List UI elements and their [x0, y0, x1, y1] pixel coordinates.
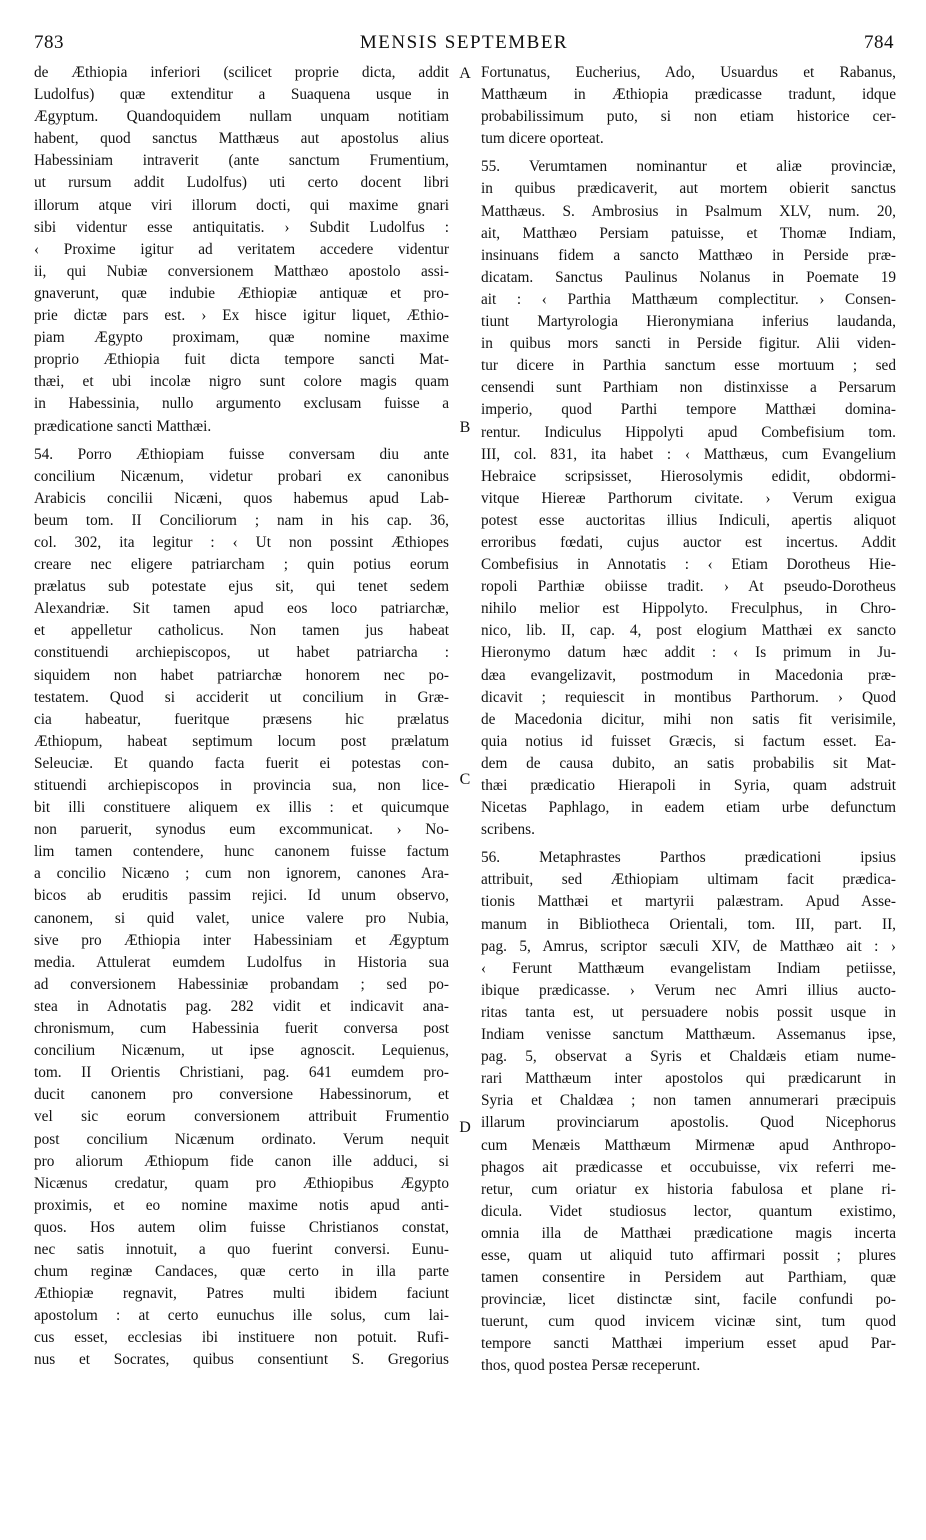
- text-line: censendi sunt Parthiam non distinxisse a Persarum: [481, 379, 896, 397]
- text-line: Nicænus credatur, quam pro Æthiopibus Ægypto: [34, 1174, 449, 1192]
- text-line: Seleuciæ. Et quando facta fuerit ei potestas con-: [34, 754, 449, 772]
- text-line: tuerunt, cum quod invicem vicinæ sint, tum quod: [481, 1313, 896, 1331]
- text-line: canonem, si quid valet, unice valere pro Nubia,: [34, 909, 449, 927]
- text-line: dicula. Videt studiosus lector, quantum existimo,: [481, 1202, 896, 1220]
- text-line: proprio Æthiopia fuit dicta tempore sancti Mat-: [34, 351, 449, 369]
- text-line: ibique prædicasse. › Verum nec Amri illius aucto-: [481, 981, 896, 999]
- text-line: creare nec eligere patriarcham ; quin potius eorum: [34, 556, 449, 574]
- text-line: dicatam. Sanctus Paulinus Nolanus in Poemate 19: [481, 268, 896, 286]
- text-line: dicavit ; requiescit in montibus Parthorum. › Quod: [481, 688, 896, 706]
- page-header: [34, 32, 894, 62]
- text-line: nec satis innotuit, a quo fuerint conversi. Eunu-: [34, 1240, 449, 1258]
- text-line: Habessiniam intraverit (ante sanctum Frumentium,: [34, 152, 449, 170]
- text-line: beum tom. II Conciliorum ; nam in his cap. 36,: [34, 511, 449, 529]
- text-line: cum Menæis Matthæum Mirmenæ apud Anthropo-: [481, 1136, 896, 1154]
- text-line: chum reginæ Candaces, quæ certo in illa parte: [34, 1263, 449, 1281]
- text-line: pag. 5, Amrus, scriptor sæculi XIV, de Matthæo ait : ›: [481, 937, 896, 955]
- text-line: Matthæus. S. Ambrosius in Psalmum XLV, num. 20,: [481, 202, 896, 220]
- text-line: dæa evangelizavit, postmodum in Macedonia præ-: [481, 666, 896, 684]
- text-line: probabilissimum puto, si non etiam historice cer-: [481, 108, 896, 126]
- text-line: 54. Porro Æthiopiam fuisse conversam diu ante: [34, 445, 449, 463]
- text-line: 56. Metaphrastes Parthos prædicationi ipsius: [481, 849, 896, 867]
- text-line: tiunt Martyrologia Hieronymiana inferius laudanda,: [481, 313, 896, 331]
- text-line: retur, cum oriatur ex historia fabulosa et plane ri-: [481, 1180, 896, 1198]
- text-line: prælatus sub potestate ejus sit, qui tenet sedem: [34, 578, 449, 596]
- text-line: in Habessinia, nullo argumento exclusam fuisse a: [34, 395, 449, 413]
- text-line: ait : ‹ Parthia Matthæum complectitur. › Consen-: [481, 290, 896, 308]
- text-line: phagos ait prædicasse et occubuisse, vix referri me-: [481, 1158, 896, 1176]
- text-line: siquidem non habet patriarchæ honorem nec po-: [34, 666, 449, 684]
- text-line: de Macedonia dicitur, mihi non satis fit verisimile,: [481, 710, 896, 728]
- text-line: pag. 5, observat a Syris et Chaldæis etiam nume-: [481, 1048, 896, 1066]
- text-line: pro aliorum Æthiopum fide canon ille adduci, si: [34, 1152, 449, 1170]
- text-line: Hieronymo datum hæc addit : ‹ Is primum in Ju-: [481, 644, 896, 662]
- text-line: insinuans fidem a sancto Matthæo in Perside præ-: [481, 246, 896, 264]
- text-line: Æthiopiæ regnavit, Patres multi ibidem faciunt: [34, 1285, 449, 1303]
- text-line: Ægyptum. Quandoquidem nullam unquam notitiam: [34, 108, 449, 126]
- text-line: Combefisius in Annotatis : ‹ Etiam Dorotheus Hie-: [481, 556, 896, 574]
- text-line: nus et Socrates, quibus consentiunt S. Gregorius: [34, 1351, 449, 1369]
- text-line: concilium Nicænum, videtur probari ex canonibus: [34, 467, 449, 485]
- text-line: Fortunatus, Eucherius, Ado, Usuardus et Rabanus,: [481, 64, 896, 81]
- text-line: esse, quam ut aliquid tuto affirmari possit ; plures: [481, 1246, 896, 1264]
- text-line: Æthiopum, habeat septimum locum post prælatum: [34, 732, 449, 750]
- text-line: Nicetas Paphlago, in eadem etiam urbe defunctum: [481, 799, 896, 817]
- text-line: bicos ab eruditis passim rejici. Id unum observo,: [34, 887, 449, 905]
- text-line: ad conversionem Habessiniæ probandam ; sed po-: [34, 975, 449, 993]
- text-line: sibi videntur esse antiquitatis. › Subdit Ludolfus :: [34, 218, 449, 236]
- text-line: manum in Bibliotheca Orientali, tom. III, part. II,: [481, 915, 896, 933]
- text-line: nico, lib. II, cap. 4, post elogium Matthæi ex sancto: [481, 622, 896, 640]
- text-line: Alexandriæ. Sit tamen apud eos loco patriarchæ,: [34, 600, 449, 618]
- text-line: omnia illa de Matthæi prædicatione magis incerta: [481, 1224, 896, 1242]
- text-line: piam Ægypto proximam, quæ nomine maxime: [34, 329, 449, 347]
- text-line: tionis Matthæi et martyrii palæstram. Apud Asse-: [481, 893, 896, 911]
- text-line: erroribus fœdati, cujus auctor est incertus. Addit: [481, 533, 896, 551]
- text-line: lim tamen contendere, hunc canonem fuisse factum: [34, 843, 449, 861]
- text-line: tum dicere oporteat.: [481, 130, 604, 148]
- text-line: illarum provinciarum apostolis. Quod Nicephorus: [481, 1114, 896, 1132]
- text-line: rentur. Indiculus Hippolyti apud Combefisium tom.: [481, 423, 896, 441]
- left-page-number: 783: [34, 32, 64, 53]
- text-line: Ludolfus) quæ extenditur a Suaquena usque in: [34, 86, 449, 104]
- text-line: media. Attulerat eumdem Ludolfus in Historia sua: [34, 953, 449, 971]
- text-line: ducit canonem pro conversione Habessinorum, et: [34, 1086, 449, 1104]
- running-title: MENSIS SEPTEMBER: [359, 32, 569, 53]
- text-line: tamen consentire in Persidem aut Parthiam, quæ: [481, 1269, 896, 1287]
- text-line: thæi prædicatio Hierapoli in Syria, quam adstruit: [481, 777, 896, 794]
- text-line: thæi, et ubi incolæ nigro sunt colore magis quam: [34, 373, 449, 391]
- text-line: Matthæum in Æthiopia prædicasse tradunt, idque: [481, 86, 896, 104]
- text-line: a concilio Nicæno ; cum non ignorem, canones Ara-: [34, 865, 449, 883]
- text-line: de Æthiopia inferiori (scilicet proprie dicta, addit: [34, 64, 449, 81]
- text-line: dem de causa dubito, an satis probabilis sit Mat-: [481, 754, 896, 772]
- text-line: ‹ Proxime igitur ad veritatem accedere videntur: [34, 240, 449, 258]
- text-line: tur dicere in Parthia sanctum esse mortuum ; sed: [481, 357, 896, 375]
- text-line: stea in Adnotatis pag. 282 vidit et indicavit ana-: [34, 997, 449, 1015]
- section-marker-a: A: [459, 65, 471, 82]
- text-line: gnaverunt, quæ indubie Æthiopiæ antiquæ et pro-: [34, 284, 449, 302]
- text-line: III, col. 831, ita habet : ‹ Matthæus, cum Evangelium: [481, 445, 896, 463]
- text-line: quos. Hos autem olim fuisse Christianos constat,: [34, 1218, 449, 1236]
- section-marker-d: D: [459, 1119, 471, 1136]
- text-line: illorum atque viri illorum docti, qui maxime gnari: [34, 196, 449, 214]
- text-line: Hebraice scripsisset, Hierosolymis edidit, obdormi-: [481, 467, 896, 485]
- section-marker-b: B: [459, 419, 471, 436]
- text-line: tom. II Orientis Christiani, pag. 641 eumdem pro-: [34, 1064, 449, 1082]
- text-line: stituendi archiepiscopos in provincia sua, non lice-: [34, 777, 449, 794]
- text-line: scribens.: [481, 821, 535, 839]
- text-line: attribuit, sed Æthiopiam ultimam facit prædica-: [481, 871, 896, 889]
- text-line: ait, Matthæo Persiam patuisse, et Thomæ Indiam,: [481, 224, 896, 242]
- text-line: sive pro Æthiopia inter Habessiniam et Ægyptum: [34, 931, 449, 949]
- text-line: col. 302, ita legitur : ‹ Ut non possint Æthiopes: [34, 533, 449, 551]
- text-line: ii, qui Nubiæ conversionem Matthæo apostolo assi-: [34, 262, 449, 280]
- text-line: Arabicis concilii Nicæni, quos habemus apud Lab-: [34, 489, 449, 507]
- text-line: ut rursum addit Ludolfus) uti certo docent libri: [34, 174, 449, 192]
- text-line: ropoli Parthiæ obiisse tradit. › At pseudo-Dorotheus: [481, 578, 896, 596]
- text-line: prie dictæ pars est. › Ex hisce igitur liquet, Æthio-: [34, 307, 449, 325]
- text-line: Syria et Chaldæa ; non tamen annumerari præcipuis: [481, 1092, 896, 1110]
- text-line: proximis, et eo nomine maxime notis apud anti-: [34, 1196, 449, 1214]
- text-line: et appelletur catholicus. Non tamen jus habeat: [34, 622, 449, 640]
- text-line: in quibus prædicaverit, aut mortem obierit sanctus: [481, 180, 896, 198]
- text-line: concilium Nicænum, ut ipse agnoscit. Lequienus,: [34, 1042, 449, 1060]
- text-line: vitque Hiereæ Parthorum civitate. › Verum exigua: [481, 489, 896, 507]
- text-line: in quibus mors sancti in Perside figitur. Alii viden-: [481, 335, 896, 353]
- text-line: non paruerit, synodus eum excommunicat. › No-: [34, 821, 449, 839]
- text-line: imperio, quod Parthi tempore Matthæi domina-: [481, 401, 896, 419]
- text-line: provinciæ, licet distinctæ sint, facile confundi po-: [481, 1291, 896, 1309]
- right-page-number: 784: [864, 32, 894, 53]
- right-column: [481, 62, 896, 1532]
- text-line: apostolum : at certo eunuchus ille solus, cum lai-: [34, 1307, 449, 1325]
- text-line: vel sic eorum conversionem attribuit Frumentio: [34, 1108, 449, 1126]
- left-column: [34, 62, 449, 1532]
- text-line: potest esse auctoritas illius Indiculi, apertis aliquot: [481, 511, 896, 529]
- text-line: habent, quod sanctus Matthæus aut apostolus alius: [34, 130, 449, 148]
- text-line: nihilo melior est Hippolyto. Freculphus, in Chro-: [481, 600, 896, 618]
- text-line: cus esset, ecclesias ibi instituere non potuit. Rufi-: [34, 1329, 449, 1347]
- text-line: ‹ Ferunt Matthæum evangelistam Indiam petiisse,: [481, 959, 896, 977]
- text-line: 55. Verumtamen nominantur et aliæ provinciæ,: [481, 158, 896, 176]
- text-line: chronismum, cum Habessinia fuerit conversa post: [34, 1020, 449, 1038]
- text-line: tempore sancti Matthæi imperium esset apud Par-: [481, 1335, 896, 1353]
- text-line: cia habeatur, fueritque præsens hic prælatus: [34, 710, 449, 728]
- text-line: Indiam venisse sanctum Matthæum. Assemanus ipse,: [481, 1026, 896, 1044]
- text-line: bit illi constituere aliquem ex illis : et quicumque: [34, 799, 449, 817]
- text-line: ritas tanta est, ut persuadere nobis possit usque in: [481, 1003, 896, 1021]
- text-line: rari Matthæum inter apostolos qui prædicarunt in: [481, 1070, 896, 1088]
- text-line: constituendi archiepiscopos, ut habet patriarcha :: [34, 644, 449, 662]
- text-line: prædicatione sancti Matthæi.: [34, 417, 212, 435]
- text-line: quia notius id fuisset Græcis, si factum esset. Ea-: [481, 732, 896, 750]
- text-line: post concilium Nicænum ordinato. Verum nequit: [34, 1130, 449, 1148]
- text-line: thos, quod postea Persæ receperunt.: [481, 1357, 701, 1375]
- text-line: testatem. Quod si acciderit ut concilium in Græ-: [34, 688, 449, 706]
- section-marker-c: C: [459, 771, 471, 788]
